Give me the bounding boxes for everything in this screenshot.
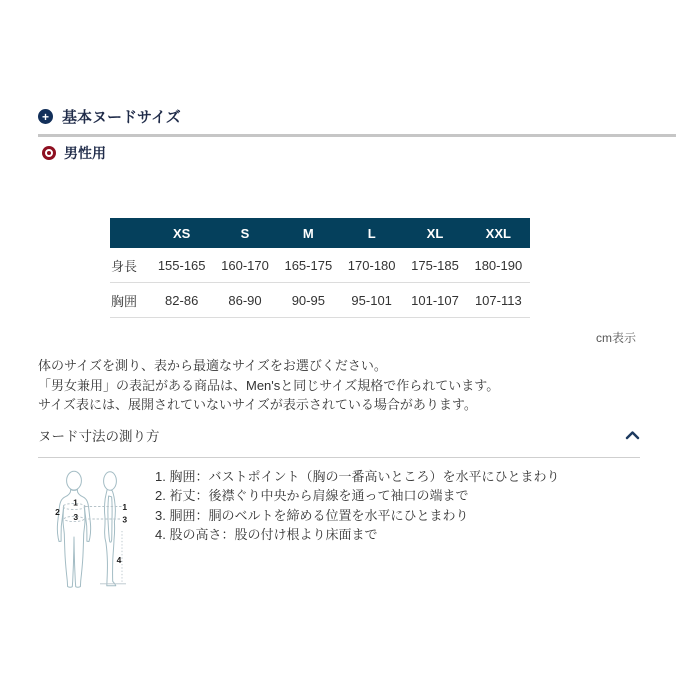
column-header-xl: XL [403, 218, 466, 248]
size-table [110, 218, 530, 318]
section-title-mens: 男性用 [64, 145, 106, 161]
bullet-circle-inner [45, 149, 53, 157]
body-figure-illustration [44, 462, 144, 597]
size-notes [38, 356, 499, 415]
chest-s: 86-90 [213, 283, 276, 318]
height-xs: 155-165 [150, 248, 213, 283]
column-header-m: M [277, 218, 340, 248]
section-divider [38, 134, 676, 137]
height-m: 165-175 [277, 248, 340, 283]
row-label-height: 身長 [110, 248, 150, 283]
column-header-l: L [340, 218, 403, 248]
front-head-outline [67, 471, 82, 490]
accordion-divider [38, 457, 640, 458]
figure-label-inseam: 4 [116, 555, 122, 565]
row-label-chest: 胸囲 [110, 283, 150, 318]
list-item: 1. 胸囲：バストポイント（胸の一番高いところ）を水平にひとまわり [155, 469, 560, 484]
measurement-steps-list [155, 467, 559, 545]
note-line-2: 「男女兼用」の表記がある商品は、Men'sと同じサイズ規格で作られています。 [38, 377, 500, 393]
height-xl: 175-185 [403, 248, 466, 283]
size-table-header-row [110, 218, 530, 248]
column-header-xxl: XXL [467, 218, 530, 248]
list-item: 4. 股の高さ：股の付け根より床面まで [155, 527, 378, 543]
accordion-header-nude-measurement[interactable] [38, 425, 640, 445]
table-row-chest [110, 283, 530, 318]
note-line-1: 体のサイズを測り、表から最適なサイズをお選びください。 [38, 358, 387, 373]
figure-label-chest-front: 1 [73, 497, 78, 508]
figure-label-waist-side: 3 [122, 514, 128, 525]
bullet-circle-icon [42, 146, 56, 160]
height-s: 160-170 [213, 248, 276, 283]
chest-xs: 82-86 [150, 283, 213, 318]
height-l: 170-180 [340, 248, 403, 283]
height-xxl: 180-190 [467, 248, 530, 283]
section-mens [42, 143, 106, 163]
side-head-outline [104, 472, 117, 490]
chest-l: 95-101 [340, 283, 403, 318]
figure-label-chest-side: 1 [122, 501, 128, 512]
plus-circle-icon: + [38, 109, 53, 124]
accordion-title: ヌード寸法の測り方 [38, 429, 160, 444]
column-header-s: S [213, 218, 276, 248]
section-basic-nude-size [38, 106, 181, 127]
chest-m: 90-95 [277, 283, 340, 318]
list-item: 3. 胴囲：胴のベルトを締める位置を水平にひとまわり [155, 507, 469, 523]
body-measurement-figure [44, 462, 144, 597]
figure-label-sleeve: 2 [55, 507, 60, 517]
list-item: 2. 裄丈：後襟ぐり中央から肩線を通って袖口の端まで [155, 488, 469, 504]
chevron-up-icon[interactable] [625, 430, 640, 440]
unit-note: cm表示 [596, 331, 636, 345]
figure-label-waist-front: 3 [73, 511, 79, 522]
note-line-3: サイズ表には、展開されていないサイズが表示されている場合があります。 [38, 397, 477, 412]
size-table-corner-cell [110, 218, 150, 248]
chest-xxl: 107-113 [467, 283, 530, 318]
chest-xl: 101-107 [403, 283, 466, 318]
table-row-height [110, 248, 530, 283]
column-header-xs: XS [150, 218, 213, 248]
section-title-basic-nude-size: 基本ヌードサイズ [62, 109, 181, 126]
